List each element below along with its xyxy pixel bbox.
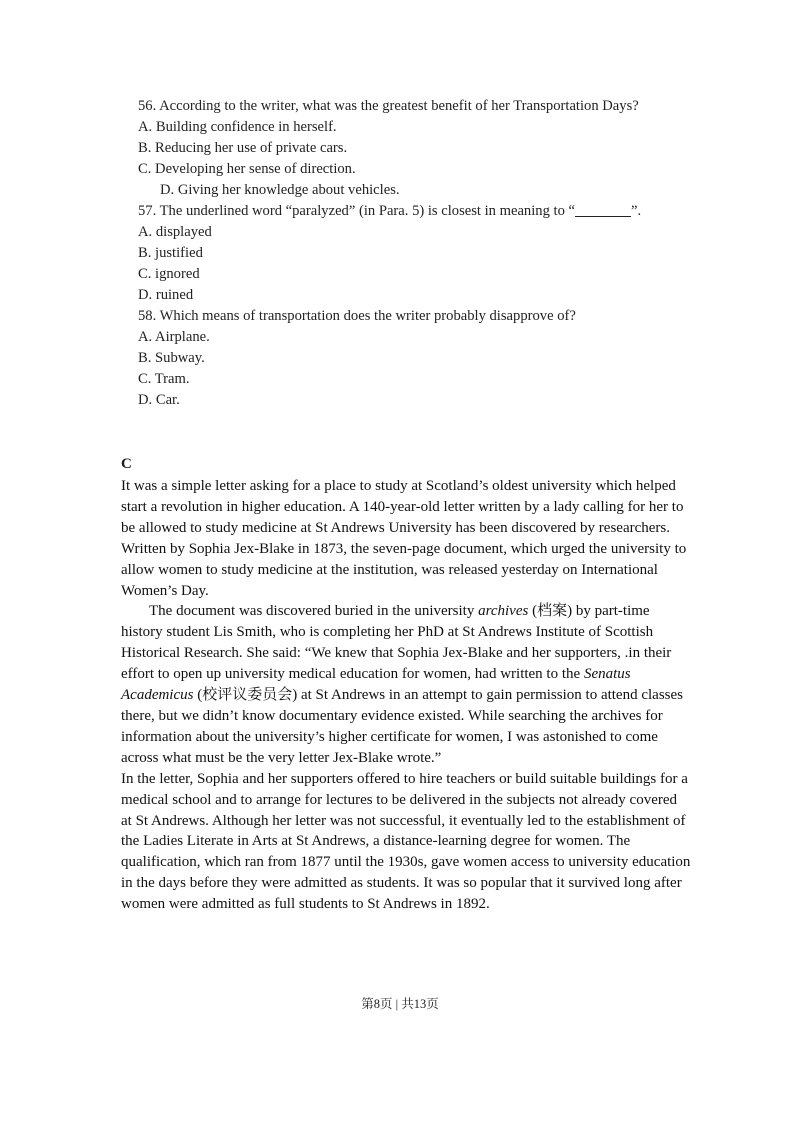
archives-term: archives [478,603,529,620]
page-number: 第8页 [361,997,393,1011]
passage-paragraph-3: In the letter, Sophia and her supporters offered to hire teachers or build suitable buildings for a medical school and to arrange for lectures to be delivered in the subjects not already covered at St Andrews. Although her letter was not successful, it eventually led to the establishment of the Ladies Literate in Arts at St Andrews, a distance-learning degree for women. The qualification, which ran from 1877 until the 1930s, gave women access to university education in the days before they were admitted as students. It was so popular that it survived long after women were admitted as full students to St Andrews in 1892. [121,770,691,913]
question-56-stem: 56. According to the writer, what was the greatest benefit of her Transportation Days? [138,98,639,114]
question-57-option-c: C. ignored [138,266,200,282]
section-label: C [121,456,132,472]
question-56-option-d: D. Giving her knowledge about vehicles. [160,182,400,198]
question-56-option-b: B. Reducing her use of private cars. [138,140,348,156]
senatus-academicus-term: Senatus Academicus [121,666,631,704]
question-58-option-a: A. Airplane. [138,329,210,345]
question-58-option-d: D. Car. [138,392,180,408]
question-56-option-c: C. Developing her sense of direction. [138,161,356,177]
question-57-stem-start: 57. The underlined word “paralyzed” (in Para. 5) is closest in meaning to “ [138,203,576,219]
question-57-option-b: B. justified [138,245,203,261]
paragraph-2-part-1: The document was discovered buried in the university [149,603,479,620]
question-56-option-a: A. Building confidence in herself. [138,119,337,135]
question-57-option-d: D. ruined [138,287,194,303]
answer-blank [575,202,631,217]
question-57-stem [138,201,641,222]
passage-paragraph-2 [121,601,691,768]
passage-paragraph-1: It was a simple letter asking for a place to study at Scotland’s oldest university which helped start a revolution in higher education. A 140-year-old letter written by a lady calling for her to be allowed to study medicine at St Andrews University has been discovered by researchers. Written by Sophia Jex-Blake in 1873, the seven-page document, which urged the university to allow women to study medicine at the institution, was released yesterday on International Women’s Day. [121,478,687,599]
reading-passage [121,476,691,915]
question-58-option-c: C. Tram. [138,371,190,387]
paragraph-2-part-2: (档案) by part-time history student Lis Smith, who is completing her PhD at St Andrews Institute of Scottish Historical Research. She said: “We knew that Sophia Jex-Blake and her supporters, .in their effort to open up university medical education for women, had written to the [121,603,672,683]
question-57-stem-end: ”. [631,203,642,219]
paragraph-2-part-3: (校评议委员会) at St Andrews in an attempt to gain permission to attend classes there, but we didn’t know documentary evidence existed. While searching the archives for information about the university’s higher certificate for women, I was astonished to come across what must be the very letter Jex-Blake wrote.” [121,687,683,766]
page-total: 共13页 [401,997,439,1011]
page-footer [0,994,800,1012]
footer-separator: | [392,997,402,1011]
question-58-stem: 58. Which means of transportation does the writer probably disapprove of? [138,308,576,324]
question-57-option-a: A. displayed [138,224,212,240]
question-58-option-b: B. Subway. [138,350,205,366]
